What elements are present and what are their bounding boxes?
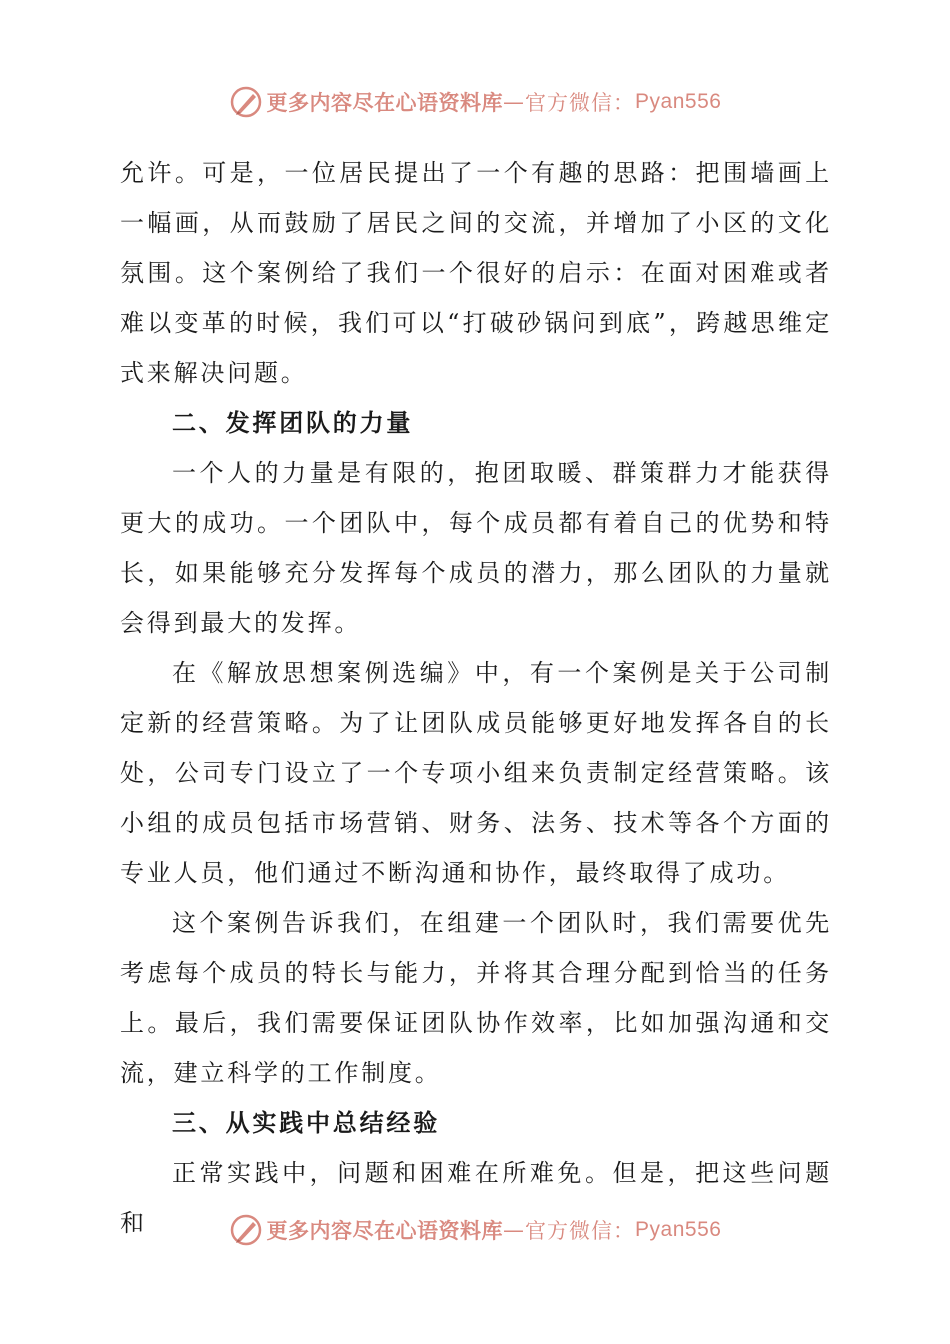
watermark-brand-text: 更多内容尽在心语资料库 xyxy=(266,90,504,115)
document-body xyxy=(120,148,832,1248)
pen-logo-icon xyxy=(229,1213,263,1247)
watermark-dash: — xyxy=(503,1218,526,1242)
paragraph: 在《解放思想案例选编》中，有一个案例是关于公司制定新的经营策略。为了让团队成员能够更好地发挥各自的长处，公司专门设立了一个专项小组来负责制定经营策略。该小组的成员包括市场营销、财务、法务、技术等各个方面的专业人员，他们通过不断沟通和协作，最终取得了成功。 xyxy=(120,659,832,887)
watermark-wechat-id: Pyan556 xyxy=(635,90,722,113)
paragraph: 这个案例告诉我们，在组建一个团队时，我们需要优先考虑每个成员的特长与能力，并将其合理分配到恰当的任务上。最后，我们需要保证团队协作效率，比如加强沟通和交流，建立科学的工作制度。 xyxy=(120,909,832,1087)
watermark-dash: — xyxy=(503,90,526,114)
paragraph: 一个人的力量是有限的，抱团取暖、群策群力才能获得更大的成功。一个团队中，每个成员都有着自己的优势和特长，如果能够充分发挥每个成员的潜力，那么团队的力量就会得到最大的发挥。 xyxy=(120,459,832,637)
watermark-contact-label: 官方微信： xyxy=(525,91,636,115)
section-heading-2: 二、发挥团队的力量 xyxy=(172,409,414,437)
watermark-brand-text: 更多内容尽在心语资料库 xyxy=(266,1218,504,1243)
paragraph-continuation: 允许。可是，一位居民提出了一个有趣的思路：把围墙画上一幅画，从而鼓励了居民之间的交流，并增加了小区的文化氛围。这个案例给了我们一个很好的启示：在面对困难或者难以变革的时候，我们可以“打破砂锅问到底”，跨越思维定式来解决问题。 xyxy=(120,159,832,387)
watermark-contact-label: 官方微信： xyxy=(525,1219,636,1243)
paragraph: 正常实践中，问题和困难在所难免。但是，把这些问题和 xyxy=(120,1159,832,1237)
footer-watermark-banner xyxy=(0,1210,950,1250)
section-heading-3: 三、从实践中总结经验 xyxy=(172,1109,440,1137)
header-watermark-banner xyxy=(0,82,950,122)
watermark-wechat-id: Pyan556 xyxy=(635,1218,722,1241)
pen-logo-icon xyxy=(229,85,263,119)
